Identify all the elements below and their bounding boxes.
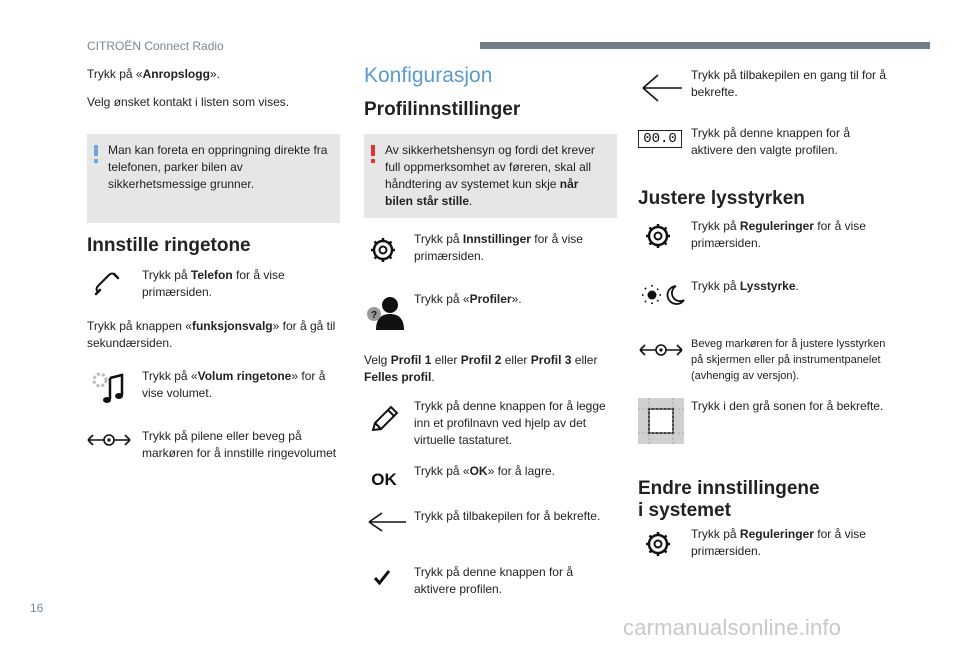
step-back-again: Trykk på tilbakepilen en gang til for å bekrefte.	[691, 68, 886, 99]
heading-brightness: Justere lysstyrken	[638, 188, 805, 209]
step-phone: Trykk på Telefon for å vise primærsiden.	[142, 268, 285, 299]
step-regulations: Trykk på Reguleringer for å vise primærsiden.	[691, 219, 866, 250]
warning-note-text: Av sikkerhetshensyn og fordi det krever full oppmerksomhet av føreren, skal all håndtering av systemet kun skje når bilen står stille.	[385, 143, 595, 208]
ok-icon	[366, 467, 402, 491]
running-header: CITROËN Connect Radio	[87, 39, 224, 53]
settings-gear-icon-3	[644, 530, 672, 558]
paragraph-select-contact: Velg ønsket kontakt i listen som vises.	[87, 95, 290, 109]
heading-profile-settings: Profilinnstillinger	[364, 99, 521, 120]
heading-ringtone: Innstille ringetone	[87, 235, 251, 256]
step-grey-zone: Trykk i den grå sonen for å bekrefte.	[691, 399, 884, 413]
watermark: carmanualsonline.info	[623, 615, 842, 640]
step-profile-name: Trykk på denne knappen for å legge inn et profilnavn ved hjelp av det virtuelle tastaturet.	[414, 399, 606, 447]
heading-system-settings: Endre innstillingene i systemet	[638, 478, 820, 521]
info-marker-icon	[94, 145, 98, 156]
step-activate-selected: Trykk på denne knappen for å aktivere den valgte profilen.	[691, 126, 850, 157]
info-note	[87, 134, 340, 223]
display-value-icon	[638, 129, 682, 149]
slider-arrows-icon	[86, 430, 132, 450]
step-ok-save: Trykk på «OK» for å lagre.	[414, 464, 555, 478]
paragraph-select-profile: Velg Profil 1 eller Profil 2 eller Profil 3 eller Felles profil.	[364, 353, 598, 384]
paragraph-call-log: Trykk på «Anropslogg».	[87, 67, 220, 81]
settings-gear-icon-2	[644, 222, 672, 250]
page-number: 16	[30, 601, 44, 615]
step-ringtone-volume: Trykk på «Volum ringetone» for å vise volumet.	[142, 369, 326, 400]
info-note-text: Man kan foreta en oppringning direkte fra telefonen, parker bilen av sikkerhetsmessige grunner.	[108, 143, 328, 191]
back-arrow-icon	[366, 511, 408, 533]
phone-handset-icon	[92, 270, 122, 296]
grey-zone-icon	[638, 398, 684, 444]
step-profiles: Trykk på «Profiler».	[414, 292, 522, 306]
settings-gear-icon	[369, 236, 397, 264]
slider-arrows-icon-2	[638, 340, 684, 360]
section-title-configuration: Konfigurasjon	[364, 64, 493, 87]
brightness-sun-moon-icon	[640, 283, 686, 307]
paragraph-function-select: Trykk på knappen «funksjonsvalg» for å gå til sekundærsiden.	[87, 319, 336, 350]
step-back-confirm: Trykk på tilbakepilen for å bekrefte.	[414, 509, 601, 523]
step-ringtone-slider: Trykk på pilene eller beveg på markøren for å innstille ringevolumet	[142, 429, 337, 460]
ok-icon-label: OK	[371, 469, 397, 489]
step-settings: Trykk på Innstillinger for å vise primærsiden.	[414, 232, 583, 263]
ringtone-settings-icon	[90, 370, 128, 406]
pencil-edit-icon	[368, 404, 402, 434]
header-bar	[480, 42, 930, 49]
checkmark-icon	[372, 568, 392, 586]
profile-user-icon	[366, 294, 406, 330]
svg-text:?: ?	[370, 310, 378, 321]
back-arrow-icon-2	[640, 72, 684, 104]
step-brightness: Trykk på Lysstyrke.	[691, 279, 799, 293]
step-brightness-slider: Beveg markøren for å justere lysstyrken på skjermen eller på instrumentpanelet (avhengig av versjon).	[691, 338, 886, 382]
step-system-regulations: Trykk på Reguleringer for å vise primærsiden.	[691, 527, 866, 558]
warning-note	[364, 134, 617, 218]
step-activate-profile: Trykk på denne knappen for å aktivere profilen.	[414, 565, 573, 596]
display-value-label: 00.0	[638, 130, 682, 148]
warning-marker-icon	[371, 145, 375, 156]
